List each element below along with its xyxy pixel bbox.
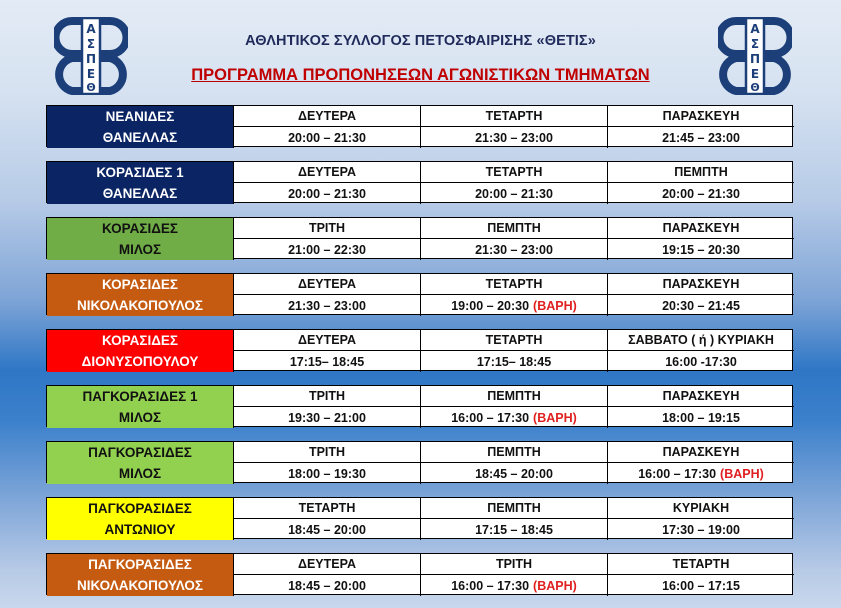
session-time: 20:00 – 21:30 (288, 130, 366, 145)
team-location: ΑΝΤΩΝΙΟΥ (104, 522, 176, 537)
team-category: ΚΟΡΑΣΙΔΕΣ (101, 221, 179, 236)
session-time: 16:00 – 17:15 (662, 578, 740, 593)
session-day: ΠΑΡΑΣΚΕΥΗ (608, 442, 794, 463)
session-day: ΠΕΜΠΤΗ (421, 218, 608, 239)
session-day: ΠΑΡΑΣΚΕΥΗ (608, 274, 794, 295)
session-day: ΠΕΜΠΤΗ (421, 442, 608, 463)
session-day: ΤΕΤΑΡΤΗ (234, 498, 421, 519)
session-time-cell (608, 183, 794, 204)
svg-text:Π: Π (85, 52, 97, 66)
team-category: ΠΑΓΚΟΡΑΣΙΔΕΣ (88, 445, 192, 460)
team-category: ΠΑΓΚΟΡΑΣΙΔΕΣ (88, 557, 192, 572)
schedule-title: ΠΡΟΓΡΑΜΜΑ ΠΡΟΠΟΝΗΣΕΩΝ ΑΓΩΝΙΣΤΙΚΩΝ ΤΜΗΜΑΤΩΝ (191, 66, 650, 84)
session-time-cell (234, 295, 421, 316)
session-time-cell (608, 575, 794, 596)
svg-text:Ε: Ε (750, 67, 760, 81)
session-time: 19:30 – 21:00 (288, 410, 366, 425)
session-time: 17:30 – 19:00 (662, 522, 740, 537)
team-name-cell (47, 162, 234, 204)
session-time: 21:30 – 23:00 (288, 298, 366, 313)
session-time-cell (234, 239, 421, 260)
team-category: ΠΑΓΚΟΡΑΣΙΔΕΣ (88, 501, 192, 516)
session-time-cell (608, 463, 794, 484)
session-time-cell (234, 127, 421, 148)
team-schedule-row (46, 553, 793, 595)
team-location: ΝΙΚΟΛΑΚΟΠΟΥΛΟΣ (76, 298, 204, 313)
session-time: 19:15 – 20:30 (662, 242, 740, 257)
session-time: 19:00 – 20:30 (451, 298, 530, 313)
team-name-cell (47, 274, 234, 316)
session-time: 18:00 – 19:30 (288, 466, 366, 481)
team-category: ΚΟΡΑΣΙΔΕΣ (101, 277, 179, 292)
session-time-cell (234, 351, 421, 372)
session-day: ΠΕΜΠΤΗ (421, 498, 608, 519)
svg-text:Σ: Σ (86, 37, 96, 51)
session-time-cell (421, 295, 608, 316)
session-time-cell (608, 239, 794, 260)
session-time-cell (421, 519, 608, 540)
session-time: 21:00 – 22:30 (288, 242, 366, 257)
weights-note: (ΒΑΡΗ) (533, 298, 577, 313)
session-day: ΠΑΡΑΣΚΕΥΗ (608, 106, 794, 127)
team-schedule-row (46, 273, 793, 315)
svg-text:Θ: Θ (750, 81, 760, 94)
session-time-cell (234, 575, 421, 596)
team-category: ΚΟΡΑΣΙΔΕΣ (101, 333, 179, 348)
session-day: ΠΑΡΑΣΚΕΥΗ (608, 386, 794, 407)
session-time-cell (421, 239, 608, 260)
session-day: ΔΕΥΤΕΡΑ (234, 162, 421, 183)
svg-text:Α: Α (86, 22, 96, 36)
session-time: 20:00 – 21:30 (288, 186, 366, 201)
session-time-cell (234, 519, 421, 540)
session-time-cell (234, 407, 421, 428)
svg-text:Ε: Ε (86, 67, 96, 81)
session-time-cell (234, 183, 421, 204)
team-schedule-row (46, 329, 793, 371)
session-time: 18:45 – 20:00 (288, 578, 366, 593)
session-time: 16:00 – 17:30 (451, 578, 530, 593)
team-name-cell (47, 218, 234, 260)
svg-text:Α: Α (750, 22, 760, 36)
session-day: ΠΕΜΠΤΗ (608, 162, 794, 183)
session-time: 20:00 – 21:30 (662, 186, 740, 201)
team-location: ΘΑΝΕΛΛΑΣ (102, 130, 178, 145)
team-location: ΜΙΛΟΣ (118, 410, 162, 425)
team-schedule-row (46, 385, 793, 427)
session-time: 17:15 – 18:45 (475, 522, 553, 537)
session-time-cell (608, 127, 794, 148)
session-time: 20:30 – 21:45 (662, 298, 740, 313)
team-schedule-row (46, 161, 793, 203)
session-time: 21:45 – 23:00 (662, 130, 740, 145)
team-schedule-row (46, 441, 793, 483)
session-time-cell (421, 183, 608, 204)
team-category: ΚΟΡΑΣΙΔΕΣ 1 (96, 165, 184, 180)
session-time: 20:00 – 21:30 (475, 186, 553, 201)
session-time: 18:00 – 19:15 (662, 410, 740, 425)
team-name-cell (47, 498, 234, 540)
team-name-cell (47, 106, 234, 148)
session-time-cell (421, 351, 608, 372)
session-day: ΔΕΥΤΕΡΑ (234, 330, 421, 351)
session-time-cell (234, 463, 421, 484)
session-day: ΤΕΤΑΡΤΗ (421, 162, 608, 183)
session-time-cell (608, 407, 794, 428)
session-day: ΤΡΙΤΗ (234, 218, 421, 239)
session-day: ΚΥΡΙΑΚΗ (608, 498, 794, 519)
team-location: ΜΙΛΟΣ (118, 466, 162, 481)
session-day: ΠΕΜΠΤΗ (421, 386, 608, 407)
team-category: ΝΕΑΝΙΔΕΣ (105, 109, 175, 124)
session-time: 16:00 – 17:30 (638, 466, 717, 481)
session-day: ΤΕΤΑΡΤΗ (421, 274, 608, 295)
session-time-cell (421, 407, 608, 428)
team-name-cell (47, 386, 234, 428)
session-time: 17:15– 18:45 (476, 354, 552, 369)
session-time-cell (421, 575, 608, 596)
session-day: ΤΕΤΑΡΤΗ (608, 554, 794, 575)
svg-text:Σ: Σ (750, 37, 760, 51)
session-time-cell (608, 351, 794, 372)
session-day: ΔΕΥΤΕΡΑ (234, 274, 421, 295)
team-location: ΘΑΝΕΛΛΑΣ (102, 186, 178, 201)
session-time: 18:45 – 20:00 (475, 466, 553, 481)
session-day: ΤΡΙΤΗ (234, 442, 421, 463)
session-day: ΣΑΒΒΑΤΟ ( ή ) ΚΥΡΙΑΚΗ (608, 330, 794, 351)
svg-text:Θ: Θ (86, 81, 96, 94)
team-schedule-row (46, 217, 793, 259)
session-day: ΔΕΥΤΕΡΑ (234, 554, 421, 575)
weights-note: (ΒΑΡΗ) (533, 410, 577, 425)
team-name-cell (47, 330, 234, 372)
session-day: ΤΕΤΑΡΤΗ (421, 330, 608, 351)
session-time: 21:30 – 23:00 (475, 130, 553, 145)
club-name: ΑΘΛΗΤΙΚΟΣ ΣΥΛΛΟΓΟΣ ΠΕΤΟΣΦΑΙΡΙΣΗΣ «ΘΕΤΙΣ» (245, 33, 596, 49)
session-day: ΤΡΙΤΗ (234, 386, 421, 407)
team-category: ΠΑΓΚΟΡΑΣΙΔΕΣ 1 (82, 389, 198, 404)
session-time-cell (421, 127, 608, 148)
session-day: ΤΡΙΤΗ (421, 554, 608, 575)
team-schedule-row (46, 497, 793, 539)
session-time-cell (421, 463, 608, 484)
session-time: 21:30 – 23:00 (475, 242, 553, 257)
session-time: 16:00 – 17:30 (451, 410, 530, 425)
team-location: ΜΙΛΟΣ (118, 242, 162, 257)
weights-note: (ΒΑΡΗ) (533, 578, 577, 593)
session-time-cell (608, 519, 794, 540)
team-name-cell (47, 554, 234, 596)
team-name-cell (47, 442, 234, 484)
weights-note: (ΒΑΡΗ) (720, 466, 764, 481)
session-time: 18:45 – 20:00 (288, 522, 366, 537)
session-time: 16:00 -17:30 (665, 354, 737, 369)
svg-text:Π: Π (749, 52, 761, 66)
session-time: 17:15– 18:45 (289, 354, 365, 369)
session-day: ΠΑΡΑΣΚΕΥΗ (608, 218, 794, 239)
session-time-cell (608, 295, 794, 316)
team-location: ΝΙΚΟΛΑΚΟΠΟΥΛΟΣ (76, 578, 204, 593)
session-day: ΔΕΥΤΕΡΑ (234, 106, 421, 127)
session-day: ΤΕΤΑΡΤΗ (421, 106, 608, 127)
team-schedule-row (46, 105, 793, 147)
team-location: ΔΙΟΝΥΣΟΠΟΥΛΟΥ (81, 354, 199, 369)
